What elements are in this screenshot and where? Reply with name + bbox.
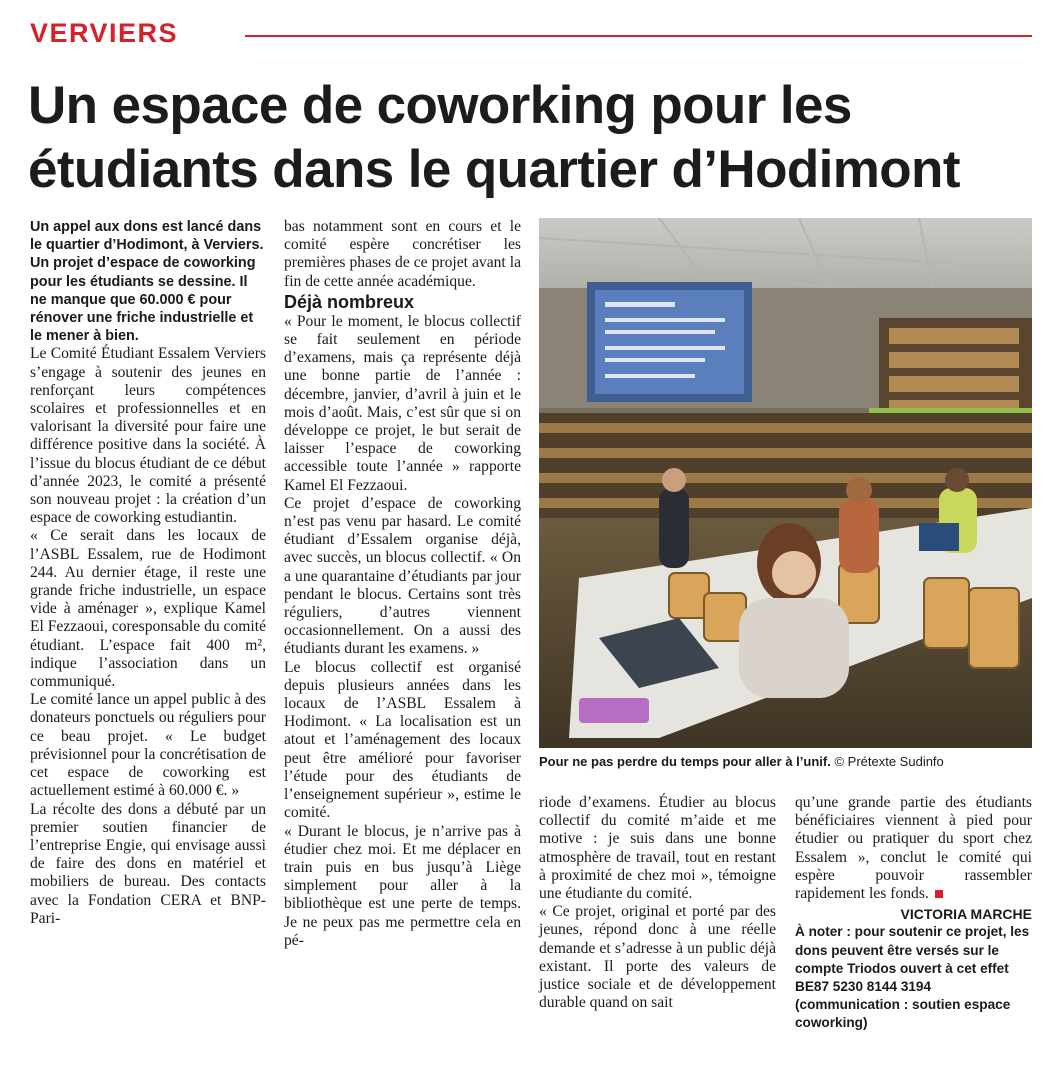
byline: VICTORIA MARCHE	[900, 906, 1032, 923]
lead-paragraph: Un appel aux dons est lancé dans le quartier d’Hodimont, à Verviers. Un projet d’espace de coworking pour les étudiants se dessine. Il ne manque que 60.000 € pour rénover une friche industrielle et le mener à bien.	[30, 219, 264, 345]
body-paragraph: « Ce projet, original et porté par des jeunes, répond donc à une réelle demande et s’adresse à un public déjà existant. Il porte des valeurs de justice sociale et de développement durable quand on sait	[539, 903, 776, 1012]
body-paragraph: Le blocus collectif est organisé depuis plusieurs années dans les locaux de l’ASBL Essalem à Hodimont. « La localisation est un atout et l’aménagement des locaux peut être amélioré pour favoriser l’étude pour des étudiants de l’enseignement supérieur », estime le comité.	[284, 658, 521, 822]
body-paragraph: « Durant le blocus, je n’arrive pas à étudier chez moi. Et me déplacer en train puis en bus jusqu’à Liège simplement pour aller à la bibliothèque est une perte de temps. Je ne peux pas me permettre cela en pé-	[284, 822, 521, 949]
body-paragraph: La récolte des dons a débuté par un premier soutien financier de l’entreprise Engie, qui envisage aussi de faire des dons en matériel et mobiliers de bureau. Des contacts avec la Fondation CERA et BNP-Pari-	[30, 800, 266, 927]
subhead: Déjà nombreux	[284, 291, 415, 312]
column-4	[795, 794, 1032, 1033]
column-3	[539, 794, 776, 1012]
photo-credit: © Prétexte Sudinfo	[834, 754, 944, 769]
body-paragraph: riode d’examens. Étudier au blocus collectif du comité m’aide et me motive : je suis dans une bonne atmosphère de travail, tout en restant à proximité de chez moi », témoigne une étudiante du comité.	[539, 794, 776, 903]
body-paragraph: Le Comité Étudiant Essalem Verviers s’engage à soutenir des jeunes en renforçant leurs compétences scolaires et professionnelles et en valorisant la diversité pour faire une différence positive dans la société. À l’issue du blocus étudiant de ce début d’année 2023, le comité a présenté son nouveau projet : la création d’un espace de coworking estudiantin.	[30, 345, 266, 527]
photo-caption	[539, 754, 1032, 769]
donation-note: À noter : pour soutenir ce projet, les dons peuvent être versés sur le compte Triodos ouvert à cet effet BE87 5230 8144 3194 (communication : soutien espace coworking)	[795, 924, 1030, 1031]
body-paragraph: « Pour le moment, le blocus collectif se fait seulement en période d’examens, mais ça représente déjà une bonne partie de l’année : décembre, janvier, d’avril à juin et le mois d’août. Mais, c’est sûr que si on développe ce projet, le but serait de laisser l’espace de coworking accessible toute l’année » rapporte Kamel El Fezzaoui.	[284, 312, 521, 494]
column-2	[284, 218, 521, 950]
section-label: VERVIERS	[30, 18, 179, 48]
body-paragraph	[795, 794, 1032, 903]
headline: Un espace de coworking pour les étudiants dans le quartier d’Hodimont	[28, 76, 960, 199]
body-paragraph: « Ce serait dans les locaux de l’ASBL Essalem, rue de Hodimont 244. Au dernier étage, il reste une grande friche industrielle, un espace vide à aménager », explique Kamel El Fezzaoui, coresponsable du comité étudiant. L’espace fait 400 m², indique l’association dans un communiqué.	[30, 527, 266, 691]
closing-paragraph: qu’une grande partie des étudiants bénéficiaires viennent à pied pour étudier ou pratiquer du sport chez Essalem », conclut le comité qui espère pouvoir rassembler rapidement les fonds.	[795, 794, 1032, 903]
column-1	[30, 218, 266, 928]
body-paragraph: Le comité lance un appel public à des donateurs ponctuels ou réguliers pour ce beau projet. « Le budget prévisionnel pour la concrétisation de cet espace de coworking est actuellement estimé à 60.000 €. »	[30, 691, 266, 800]
section-rule	[245, 35, 1032, 37]
end-mark-icon	[935, 890, 943, 898]
library-photo	[539, 218, 1032, 748]
body-paragraph: bas notamment sont en cours et le comité espère concrétiser les premières phases de ce projet avant la fin de cette année académique.	[284, 218, 521, 290]
body-paragraph: Ce projet d’espace de coworking n’est pas venu par hasard. Le comité étudiant d’Essalem organise déjà, avec succès, un blocus collectif. « On a une quarantaine d’étudiants par jour pendant le blocus. Certains sont très réguliers, d’autres viennent occasionnellement. On a aussi des étudiants durant les examens. »	[284, 494, 521, 658]
caption-text: Pour ne pas perdre du temps pour aller à l’unif.	[539, 754, 831, 769]
